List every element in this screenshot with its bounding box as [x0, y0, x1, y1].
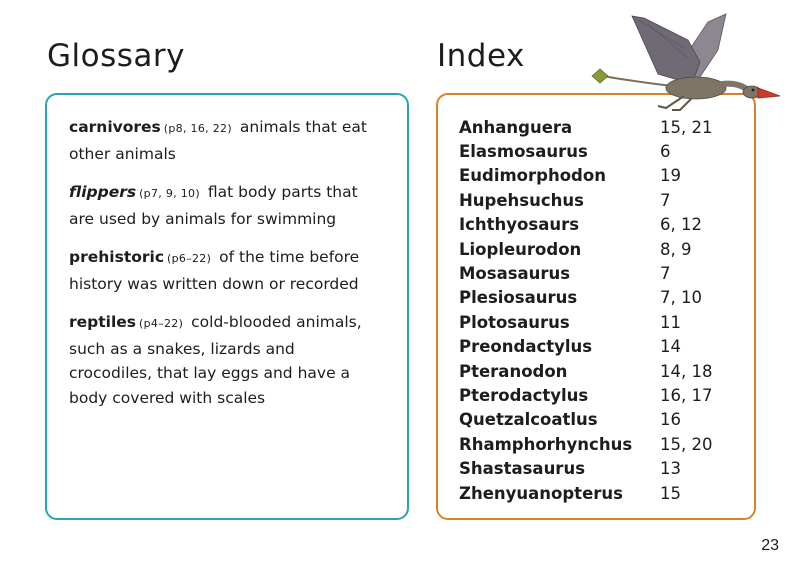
index-name: Ichthyosaurs: [459, 215, 580, 235]
glossary-term: prehistoric: [69, 248, 165, 266]
glossary-term: flippers: [69, 183, 137, 201]
pterosaur-body: [666, 77, 726, 99]
index-pages: 14, 18: [660, 361, 713, 381]
index-row: [459, 408, 749, 432]
glossary-entry: [69, 245, 379, 296]
index-pages: 6: [660, 142, 671, 162]
glossary-heading: Glossary: [47, 38, 185, 74]
index-name: Zhenyuanopterus: [459, 483, 623, 503]
index-pages: 15: [660, 483, 681, 503]
glossary-definition: of the time before history was written down or recorded: [69, 248, 360, 293]
index-row: [459, 359, 749, 383]
pterosaur-illustration: [588, 10, 784, 120]
index-list: [459, 115, 749, 505]
pterosaur-beak: [758, 88, 780, 98]
pterosaur-tail: [602, 76, 672, 86]
index-name: Hupehsuchus: [459, 190, 584, 210]
glossary-term: reptiles: [69, 313, 137, 331]
index-name: Pterodactylus: [459, 385, 589, 405]
glossary-entry: [69, 310, 379, 410]
index-name: Quetzalcoatlus: [459, 410, 598, 430]
glossary-page-refs: (p4–22): [139, 317, 184, 330]
glossary-list: [69, 115, 379, 424]
index-pages: 8, 9: [660, 239, 692, 259]
index-pages: 19: [660, 166, 681, 186]
index-row: [459, 188, 749, 212]
index-row: [459, 164, 749, 188]
glossary-definition: cold-blooded animals, such as a snakes, lizards and crocodiles, that lay eggs and have a body covered with scales: [69, 313, 362, 407]
index-pages: 16, 17: [660, 385, 713, 405]
index-heading: Index: [437, 38, 525, 74]
index-pages: 16: [660, 410, 681, 430]
index-pages: 15, 20: [660, 434, 713, 454]
index-row: [459, 286, 749, 310]
glossary-page-refs: (p7, 9, 10): [139, 187, 200, 200]
index-name: Liopleurodon: [459, 239, 582, 259]
index-row: [459, 432, 749, 456]
index-name: Rhamphorhynchus: [459, 434, 633, 454]
index-row: [459, 383, 749, 407]
index-row: [459, 310, 749, 334]
index-name: Mosasaurus: [459, 264, 571, 284]
glossary-entry: [69, 180, 379, 231]
glossary-page-refs: (p6–22): [167, 252, 212, 265]
index-row: [459, 456, 749, 480]
index-row: [459, 213, 749, 237]
glossary-definition: animals that eat other animals: [69, 118, 367, 163]
glossary-entry: [69, 115, 379, 166]
index-name: Shastasaurus: [459, 459, 586, 479]
index-name: Plotosaurus: [459, 312, 570, 332]
index-row: [459, 237, 749, 261]
index-pages: 7: [660, 190, 671, 210]
index-row: [459, 335, 749, 359]
index-name: Eudimorphodon: [459, 166, 606, 186]
index-name: Pteranodon: [459, 361, 568, 381]
glossary-definition: flat body parts that are used by animals for swimming: [69, 183, 358, 228]
index-pages: 7: [660, 264, 671, 284]
glossary-term: carnivores: [69, 118, 161, 136]
index-pages: 14: [660, 337, 681, 357]
index-pages: 15, 21: [660, 117, 713, 137]
index-name: Anhanguera: [459, 117, 573, 137]
index-pages: 6, 12: [660, 215, 702, 235]
index-row: [459, 481, 749, 505]
index-name: Plesiosaurus: [459, 288, 578, 308]
glossary-page-refs: (p8, 16, 22): [163, 122, 232, 135]
pterosaur-tail-vane: [592, 69, 608, 83]
page-number: 23: [761, 537, 779, 554]
glossary-panel: [45, 93, 409, 520]
index-row: [459, 261, 749, 285]
index-panel: [436, 93, 756, 520]
index-name: Preondactylus: [459, 337, 593, 357]
index-pages: 13: [660, 459, 681, 479]
index-name: Elasmosaurus: [459, 142, 588, 162]
pterosaur-wing-front: [632, 16, 700, 84]
index-pages: 11: [660, 312, 681, 332]
index-row: [459, 139, 749, 163]
index-pages: 7, 10: [660, 288, 702, 308]
